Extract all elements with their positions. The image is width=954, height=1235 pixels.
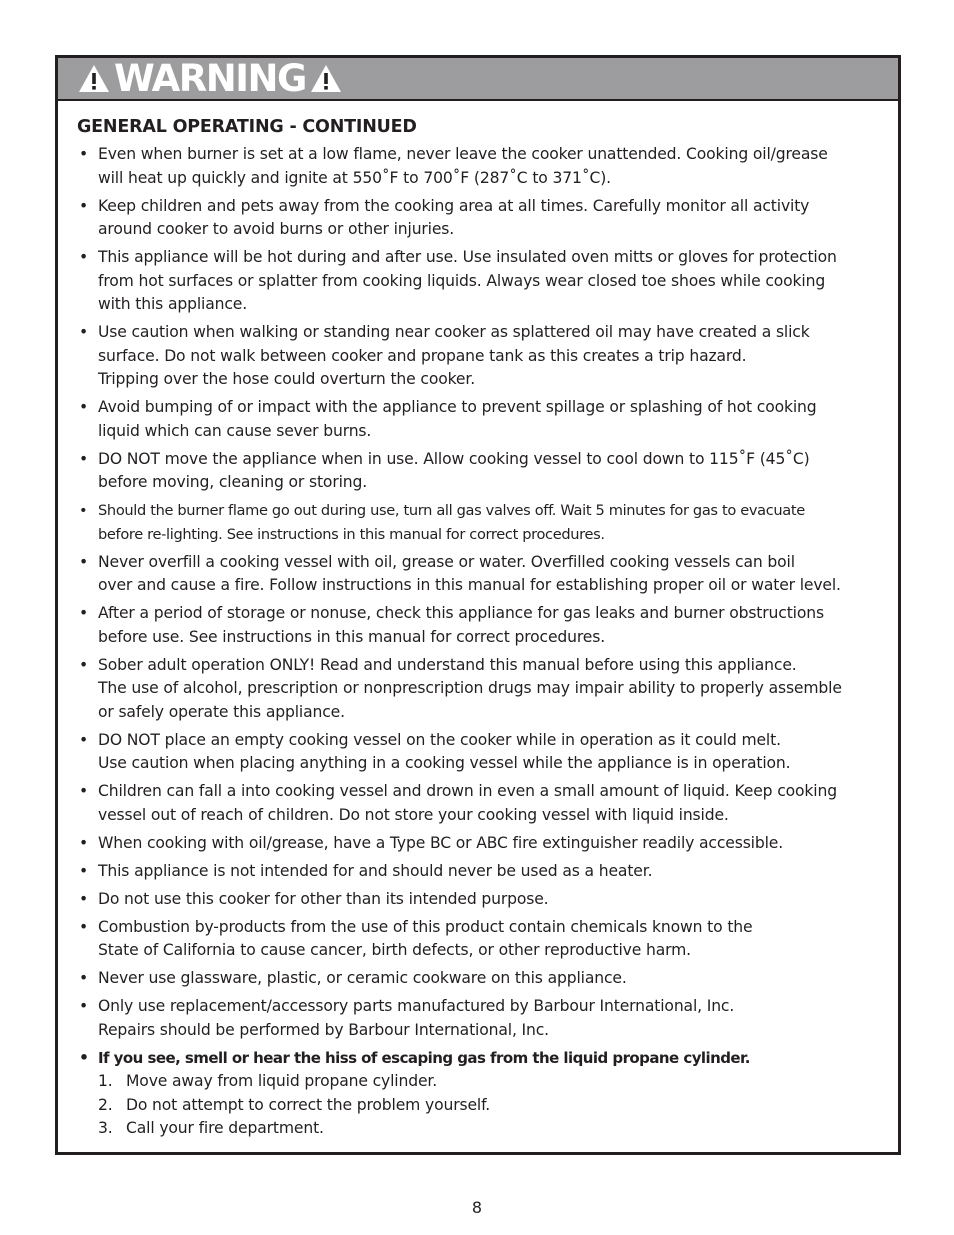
bullet-icon: • — [79, 196, 89, 215]
warning-list-item — [77, 832, 884, 856]
list-item-line: Should the burner flame go out during use, turn all gas valves off. Wait 5 minutes for gas to evacuate — [98, 502, 805, 519]
bullet-icon: • — [79, 552, 89, 571]
step-number: 2. — [98, 1095, 113, 1114]
list-item-line: Tripping over the hose could overturn the cooker. — [98, 370, 476, 388]
list-item-line: When cooking with oil/grease, have a Type BC or ABC fire extinguisher readily accessible. — [98, 833, 784, 852]
gas-leak-steps — [98, 1070, 884, 1141]
bullet-icon: • — [79, 889, 89, 908]
list-item-line: before re-lighting. See instructions in this manual for correct procedures. — [98, 525, 605, 543]
list-item-line: vessel out of reach of children. Do not store your cooking vessel with liquid inside. — [98, 805, 729, 824]
list-item-line: Sober adult operation ONLY! Read and understand this manual before using this appliance. — [98, 655, 797, 674]
gas-leak-step — [98, 1094, 884, 1118]
warning-list-item — [77, 729, 884, 776]
list-item-line: Do not use this cooker for other than its intended purpose. — [98, 889, 549, 908]
list-item-line: The use of alcohol, prescription or nonprescription drugs may impair ability to properly assemble — [98, 679, 842, 697]
list-item-line: Keep children and pets away from the cooking area at all times. Carefully monitor all activity — [98, 196, 810, 215]
warning-list-item — [77, 143, 884, 190]
bullet-icon: • — [79, 969, 89, 987]
list-item-line: Only use replacement/accessory parts manufactured by Barbour International, Inc. — [98, 997, 735, 1015]
warning-list-item — [77, 195, 884, 242]
page-number: 8 — [471, 1198, 483, 1217]
warning-list-item — [77, 995, 884, 1042]
gas-leak-heading: If you see, smell or hear the hiss of escaping gas from the liquid propane cylinder. — [98, 1048, 750, 1067]
bullet-icon: • — [79, 604, 89, 622]
warning-header — [58, 58, 898, 101]
bullet-icon: • — [79, 655, 89, 674]
warning-list-item — [77, 396, 884, 443]
bullet-icon: • — [79, 502, 88, 519]
bullet-icon: • — [79, 730, 89, 749]
warning-list-item — [77, 888, 884, 912]
list-item-line: over and cause a fire. Follow instructions in this manual for establishing proper oil or water level. — [98, 576, 841, 594]
list-item-line: surface. Do not walk between cooker and propane tank as this creates a trip hazard. — [98, 346, 747, 365]
list-item-line: from hot surfaces or splatter from cooking liquids. Always wear closed toe shoes while cooking — [98, 271, 826, 290]
bullet-icon: • — [79, 398, 89, 416]
list-item-line: with this appliance. — [98, 295, 248, 313]
list-item-line: DO NOT move the appliance when in use. Allow cooking vessel to cool down to 115˚F (45˚C) — [98, 449, 810, 468]
warning-list-item — [77, 916, 884, 963]
list-item-line: After a period of storage or nonuse, check this appliance for gas leaks and burner obstructions — [98, 604, 824, 622]
warning-list-item — [77, 499, 884, 546]
warning-title: WARNING — [114, 57, 306, 100]
warning-list-item — [77, 321, 884, 392]
warning-list-item — [77, 860, 884, 884]
gas-leak-step — [98, 1070, 884, 1094]
bullet-icon: • — [79, 145, 89, 163]
bullet-icon: • — [79, 782, 89, 800]
warning-content — [58, 101, 898, 1141]
list-item-line: Use caution when walking or standing near cooker as splattered oil may have created a slick — [98, 323, 810, 341]
list-item-line: Never use glassware, plastic, or ceramic cookware on this appliance. — [98, 969, 627, 987]
warning-triangle-icon — [310, 64, 342, 93]
list-item-line: Use caution when placing anything in a cooking vessel while the appliance is in operation. — [98, 754, 791, 772]
list-item-line: DO NOT place an empty cooking vessel on the cooker while in operation as it could melt. — [98, 730, 781, 749]
list-item-line: This appliance will be hot during and after use. Use insulated oven mitts or gloves for protection — [98, 248, 837, 266]
warning-list-item — [77, 780, 884, 827]
step-number: 3. — [98, 1119, 113, 1137]
step-number: 1. — [98, 1072, 113, 1090]
list-item-line: Avoid bumping of or impact with the appliance to prevent spillage or splashing of hot cooking — [98, 398, 817, 416]
list-item-line: This appliance is not intended for and should never be used as a heater. — [98, 861, 653, 880]
list-item-line: before use. See instructions in this manual for correct procedures. — [98, 627, 606, 646]
warning-list-item — [77, 967, 884, 991]
bullet-icon: • — [79, 449, 89, 468]
list-item-line: Even when burner is set at a low flame, never leave the cooker unattended. Cooking oil/grease — [98, 145, 828, 163]
list-item-line: State of California to cause cancer, birth defects, or other reproductive harm. — [98, 941, 691, 959]
bullet-icon: • — [79, 917, 89, 936]
warning-box — [55, 55, 901, 1155]
warning-list-item — [77, 602, 884, 649]
list-item-line: before moving, cleaning or storing. — [98, 473, 368, 491]
warning-list-item — [77, 654, 884, 725]
section-heading: GENERAL OPERATING - CONTINUED — [77, 117, 417, 137]
list-item-line: Combustion by-products from the use of this product contain chemicals known to the — [98, 917, 753, 936]
bullet-icon: • — [79, 1048, 89, 1067]
warning-triangle-icon — [78, 64, 110, 93]
warning-list-item — [77, 246, 884, 317]
list-item-line: Never overfill a cooking vessel with oil, grease or water. Overfilled cooking vessels can boil — [98, 552, 795, 571]
gas-leak-item — [77, 1047, 884, 1141]
warning-list — [77, 143, 884, 1141]
bullet-icon: • — [79, 833, 89, 852]
step-text: Call your fire department. — [126, 1119, 324, 1137]
list-item-line: Repairs should be performed by Barbour International, Inc. — [98, 1020, 549, 1039]
bullet-icon: • — [79, 323, 89, 341]
warning-list-item — [77, 448, 884, 495]
gas-leak-step — [98, 1117, 884, 1141]
bullet-icon: • — [79, 248, 89, 266]
bullet-icon: • — [79, 861, 89, 880]
list-item-line: liquid which can cause sever burns. — [98, 421, 372, 440]
warning-list-item — [77, 551, 884, 598]
list-item-line: will heat up quickly and ignite at 550˚F to 700˚F (287˚C to 371˚C). — [98, 168, 611, 187]
list-item-line: Children can fall a into cooking vessel and drown in even a small amount of liquid. Keep cooking — [98, 782, 837, 800]
list-item-line: or safely operate this appliance. — [98, 702, 345, 721]
step-text: Move away from liquid propane cylinder. — [126, 1072, 438, 1090]
step-text: Do not attempt to correct the problem yourself. — [126, 1095, 491, 1114]
bullet-icon: • — [79, 997, 89, 1015]
list-item-line: around cooker to avoid burns or other injuries. — [98, 220, 455, 238]
